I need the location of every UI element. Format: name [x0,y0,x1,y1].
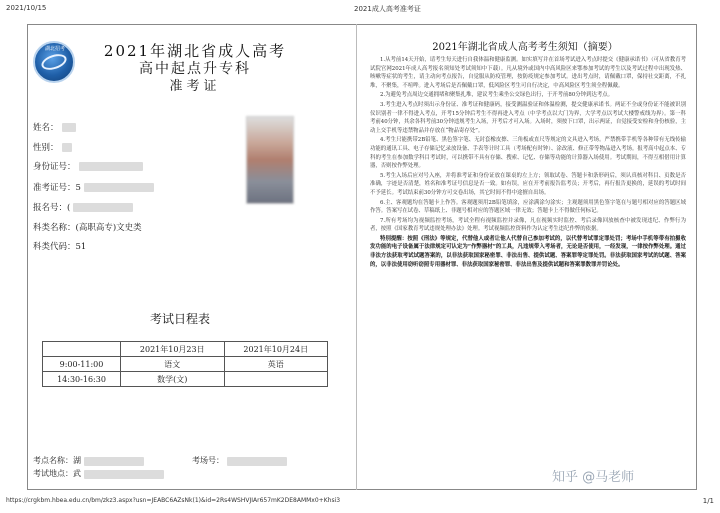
zhihu-watermark: 知乎 @马老师 [552,470,635,485]
logo-ring-icon [39,51,68,72]
notice-body [370,56,686,270]
schedule-subject-cell: 语文 [121,357,225,372]
field-category-code [33,240,86,252]
schedule-subject-cell: 数学(文) [121,372,225,387]
exam-room-redacted [227,457,287,466]
exam-point-value: 湖 [73,456,81,465]
exam-point [33,455,144,466]
schedule-date-cell: 2021年10月23日 [121,342,225,357]
print-url: https://crgkbm.hbea.edu.cn/bm/zkz3.aspx?usn=JEABC6AZsNk(1)&id=2Rs4WSHVJIAr657mK2DE8AMMx0+Khsi3 [6,497,341,504]
table-row [43,357,328,372]
id-redacted [79,162,143,171]
exam-point-label: 考点名称： [33,456,73,465]
notice-item: 5.考生入场后应对号入座，并将准考证和身份证放在课桌的左上方；领取试卷、答题卡和条形码后，须认真核对科目、页数是否准确，字迹是否清楚，姓名和准考证号信息是否一致。如有误，应在开考前报告监考员；开考后，再行报告更换的，延误的考试时间不予延长。考试结束前30分钟方可交卷出场，其它时间不得中途擅自出场。 [370,172,686,196]
ticket-no-value: 5 [75,183,81,193]
reg-no-redacted [73,203,133,212]
notice-item: 6.主、客观题均在答题卡上作答。客观题须用2B铅笔填涂，应涂满涂匀涂实；主观题须用黑色签字笔在与题号相对应的答题区域作答。答案写在试卷、草稿纸上、非题号相对应的答题区域一律无效；答题卡上不得做任何标记。 [370,199,686,215]
exam-address-value: 武 [73,469,81,478]
print-title: 2021成人高考准考证 [354,5,421,13]
reg-no-label: 报名号： [33,203,68,213]
exam-address-label: 考试地点： [33,469,73,478]
schedule-subject-cell: 英语 [224,357,328,372]
notice-item: 7.所有考场均为视频监控考场，考试全程有视频监控并录像，凡在视频实时监控、考后录像回放核查中被发现违纪、作弊行为者，按照《国家教育考试违规处理办法》处理。考试视频监控资料作为认定考生违纪作弊的依据。 [370,217,686,233]
schedule-date-cell: 2021年10月24日 [224,342,328,357]
field-category [33,221,142,233]
ticket-title-line3: 准考证 [169,79,221,94]
notice-item: 3.考生进入考点时须出示身份证、准考证和健康码，接受测温验证和体温检测，提交健康承诺书。两证不全或身份证不能被识别仪识别者一律不得进入考点，开考15分钟后考生不得再进入考点（中学考点以大门为界，大学考点以考试大楼警戒线为界）。第一科考前40分钟，其余各科考前30分钟违规考生入场，开考后才可入场。入场时，须按下口罩，出示两证，自觉接受安检和身份核验，主动上交手机等违禁物品并存放在“物品寄存处”。 [370,101,686,134]
name-label: 姓名： [33,123,59,133]
schedule-time-cell: 9:00-11:00 [43,357,121,372]
candidate-photo [246,116,294,204]
exam-room-label: 考场号： [192,456,224,465]
field-ticket-no [33,181,154,193]
gender-label: 性别： [33,143,59,153]
logo-text: 湖北招考 [44,46,65,52]
exam-address-redacted [84,470,164,479]
field-name [33,121,76,133]
notice-item: 4.考生只能携带2B铅笔、黑色签字笔、无封套橡皮擦、三角板或直尺等规定的文具进入考场。严禁携带手机等各种带有无线传输功能的通讯工具、电子存储记忆录放设备、手表等计时工具（考场配有时钟）、涂改液、修正带等物品进入考场。报考高中起点本、专科的考生在参加数学科目考试时，可以携带不具有存储、搜索、记忆、存储等功能的计算器入场使用。考试期间，不得互相借用计算器，否则按作弊处理。 [370,137,686,170]
category-code-label: 科类代码： [33,242,76,252]
schedule-title: 考试日程表 [149,312,210,326]
category-code-value: 51 [75,242,87,252]
field-id [33,160,143,172]
exam-room [192,455,287,466]
notice-item: 2.为避免考点周边交通拥堵和聚集扎堆，建议考生乘坐公交绿色出行，于开考前80分钟到达考点。 [380,92,614,99]
table-row [43,372,328,387]
notice-title: 2021年湖北省成人高考考生须知（摘要） [432,42,618,53]
print-page-number: 1/1 [702,497,714,505]
ticket-no-redacted [84,183,154,192]
category-value: (高职高专)文史类 [75,223,142,233]
ticket-title-line2: 高中起点升专科 [139,61,251,77]
schedule-table [42,341,328,387]
notice-special-reminder: 特别提醒：按照《刑法》等规定，代替他人或者让他人代替自己参加考试的，以代替考试罪定罪处罚；考场中手机等带有拍摄收发功能的电子设备属于法律规定可认定为“作弊器材”的工具，凡违规带入考场者，无论是否使用，一经发现，一律按作弊处理。通过非法方法获取考试试题答案的，以非法获取国家秘密罪、非法出售、提供试题、答案罪等定罪处罚。非法获取国家考试的试题、答案的，以非法使用窃听窃照专用器材罪、非法获取国家秘密罪、非法出售及提供试题和答案罪数罪并罚论处。 [370,235,686,268]
ticket-title-line1: 2021年湖北省成人高考 [103,42,287,60]
exam-point-redacted [84,457,144,466]
ticket-no-label: 准考证号： [33,183,76,193]
gender-redacted [62,143,72,152]
id-label: 身份证号： [33,162,76,172]
exam-address [33,468,164,479]
table-row [43,342,328,357]
category-label: 科类名称： [33,223,76,233]
schedule-subject-cell [224,372,328,387]
field-gender [33,141,72,153]
exam-logo [33,41,75,83]
name-redacted [62,123,76,132]
schedule-time-cell: 14:30-16:30 [43,372,121,387]
field-reg-no [33,201,133,213]
center-divider [356,24,357,490]
reg-no-value: ( [67,203,71,213]
schedule-corner-cell [43,342,121,357]
print-date: 2021/10/15 [6,4,47,12]
notice-item: 1.从考前14天开始，请考生每天进行自我体温和健康监测。如实填写并在首场考试进入考点时提交《健康承诺书》（可从省教育考试院官网2021年成人高考报名须知处考试须知中下载）。凡从境外或国内中高风险区来鄂参加考试的考生以及考试过程中出现发热、咳嗽等症状的考生，请主动向考点报告，自觉服从防疫管理，按防疫规定参加考试。进出考点时，请佩戴口罩，保持社交距离，不扎堆，不聚集，不喧哗。进入考场后是否佩戴口罩，低风险区考生可自行决定，中高风险区考生须全程佩戴。 [370,57,686,89]
